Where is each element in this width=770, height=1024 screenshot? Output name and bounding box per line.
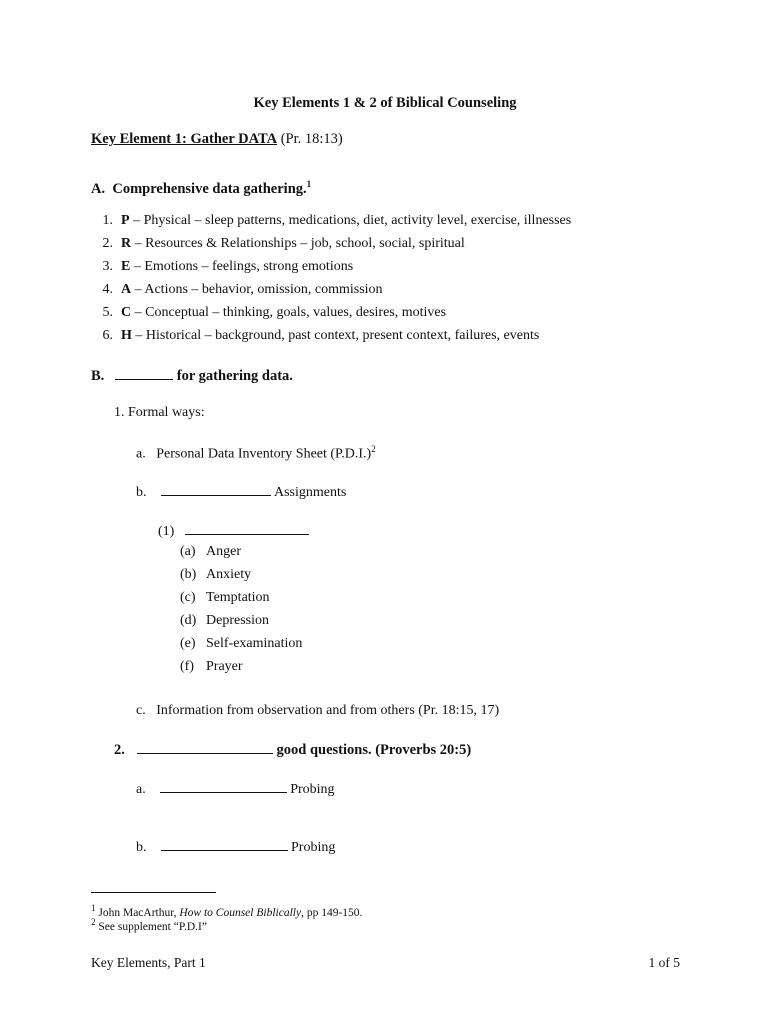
topic-text: Anger — [206, 544, 241, 559]
data-list-item — [91, 305, 446, 321]
section-b-text: for gathering data. — [176, 368, 293, 384]
assignments-item — [136, 483, 346, 501]
list-number: 5. — [102, 305, 113, 320]
sub1-label: (1) — [158, 524, 175, 539]
topic-item — [180, 613, 269, 629]
footnote-2-text: See supplement “P.D.I” — [95, 920, 207, 933]
data-list-item — [91, 236, 465, 252]
list-text: – Historical – background, past context, present context, failures, events — [131, 328, 540, 343]
probing-a — [136, 780, 335, 798]
footnote-1-book: How to Counsel Biblically — [179, 906, 302, 919]
assignments-label: b. — [136, 485, 147, 500]
section-b-heading — [91, 367, 293, 385]
section-a-letter: A. — [91, 180, 106, 197]
topic-label: (c) — [180, 590, 196, 605]
topic-item — [180, 567, 251, 583]
data-list-item — [91, 259, 353, 275]
probing-b-label: b. — [136, 840, 147, 855]
formal-ways: 1. Formal ways: — [114, 405, 205, 420]
questions-num: 2. — [114, 742, 125, 758]
list-text: – Actions – behavior, omission, commission — [131, 282, 383, 297]
topic-text: Depression — [206, 613, 269, 628]
topic-label: (f) — [180, 659, 194, 674]
list-letter: A — [121, 282, 132, 297]
sub1-blank — [185, 522, 309, 535]
questions-text: good questions. (Proverbs 20:5) — [276, 742, 472, 758]
footnote-2-mark: 2 — [91, 917, 96, 927]
pdi-text: Personal Data Inventory Sheet (P.D.I.) — [156, 446, 372, 462]
footnote-mark-1: 1 — [306, 179, 312, 189]
pdi-item — [136, 444, 376, 463]
probing-b — [136, 838, 335, 856]
list-letter: C — [121, 305, 132, 320]
list-number: 3. — [102, 259, 113, 274]
section-b-blank — [115, 367, 173, 380]
sub1-item — [158, 522, 309, 540]
probing-a-blank — [160, 780, 287, 793]
topic-label: (a) — [180, 544, 196, 559]
topic-text: Self-examination — [206, 636, 303, 651]
observation-item — [136, 703, 499, 719]
footnote-2 — [91, 917, 207, 933]
pdi-label: a. — [136, 446, 146, 462]
footnote-1-pre: John MacArthur, — [95, 906, 180, 919]
list-letter: E — [121, 259, 131, 274]
list-number: 1. — [102, 213, 113, 228]
topic-label: (b) — [180, 567, 197, 582]
list-letter: H — [121, 328, 132, 343]
section-a-text: Comprehensive data gathering. — [112, 180, 307, 197]
list-number: 4. — [102, 282, 113, 297]
observation-label: c. — [136, 703, 146, 718]
probing-b-blank — [161, 838, 288, 851]
list-text: – Physical – sleep patterns, medications, diet, activity level, exercise, illnesses — [129, 213, 572, 228]
page-title: Key Elements 1 & 2 of Biblical Counseling — [253, 95, 517, 111]
topic-item — [180, 659, 243, 675]
topic-text: Anxiety — [206, 567, 252, 582]
list-number: 6. — [102, 328, 113, 343]
observation-text: Information from observation and from others (Pr. 18:15, 17) — [156, 703, 500, 718]
list-text: – Emotions – feelings, strong emotions — [130, 259, 354, 274]
key-element-heading — [91, 131, 343, 148]
probing-a-label: a. — [136, 782, 146, 797]
footer-page-number: 1 of 5 — [648, 955, 680, 970]
questions-heading — [114, 741, 471, 759]
topic-text: Prayer — [206, 659, 243, 674]
data-list-item — [91, 328, 539, 344]
probing-b-text: Probing — [291, 840, 336, 855]
list-text: – Conceptual – thinking, goals, values, desires, motives — [131, 305, 447, 320]
section-a-heading — [91, 179, 311, 198]
footnote-1-mark: 1 — [91, 903, 96, 913]
list-letter: R — [121, 236, 132, 251]
topic-item — [180, 636, 302, 652]
data-list-item — [91, 213, 571, 229]
footnote-rule — [91, 892, 216, 893]
questions-blank — [137, 741, 273, 754]
assignments-blank — [161, 483, 271, 496]
list-number: 2. — [102, 236, 113, 251]
topic-label: (e) — [180, 636, 196, 651]
list-text: – Resources & Relationships – job, school, social, spiritual — [131, 236, 465, 251]
footnote-1-post: , pp 149-150. — [301, 906, 363, 919]
section-b-letter: B. — [91, 368, 105, 384]
topic-text: Temptation — [206, 590, 270, 605]
probing-a-text: Probing — [290, 782, 335, 797]
key-element-label: Key Element 1: Gather DATA — [91, 131, 278, 147]
key-element-ref: (Pr. 18:13) — [280, 131, 343, 147]
footnote-mark-2: 2 — [371, 444, 376, 454]
footer-left: Key Elements, Part 1 — [91, 955, 206, 970]
topic-item — [180, 544, 241, 560]
topic-label: (d) — [180, 613, 197, 628]
topic-item — [180, 590, 270, 606]
assignments-text: Assignments — [274, 485, 347, 500]
list-letter: P — [121, 213, 130, 228]
data-list-item — [91, 282, 383, 298]
